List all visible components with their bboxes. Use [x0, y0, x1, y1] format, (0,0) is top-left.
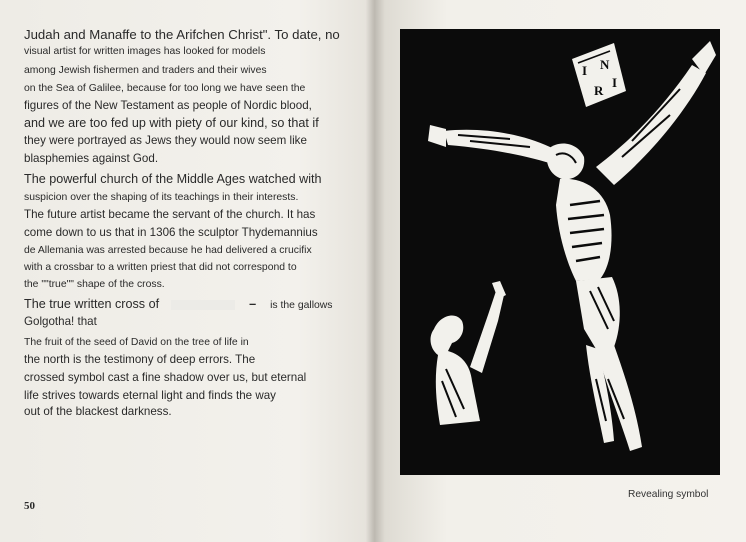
text-fragment: The true written cross of: [24, 297, 160, 311]
text-line: they were portrayed as Jews they would now seem like: [24, 134, 307, 147]
text-line: on the Sea of Galilee, because for too long we have seen the: [24, 83, 306, 94]
left-page: [0, 0, 372, 542]
page-number: 50: [24, 500, 35, 512]
illustration-caption: Revealing symbol: [628, 489, 709, 500]
inri-letter: I: [582, 63, 588, 78]
text-fragment: is the gallows: [270, 300, 333, 311]
text-line: out of the blackest darkness.: [24, 405, 172, 418]
woodcut-artwork: [400, 29, 720, 475]
text-line: The fruit of the seed of David on the tree of life in: [24, 337, 249, 348]
text-line: The powerful church of the Middle Ages watched with: [24, 172, 322, 186]
text-line: the ""true"" shape of the cross.: [24, 279, 165, 290]
text-line: The future artist became the servant of the church. It has: [24, 208, 316, 221]
text-line: and we are too fed up with piety of our kind, so that if: [24, 116, 319, 130]
text-line: come down to us that in 1306 the sculptor Thydemannius: [24, 226, 318, 239]
text-line: life strives towards eternal light and finds the way: [24, 389, 276, 402]
crucifixion-woodcut: [400, 29, 720, 475]
text-line: with a crossbar to a written priest that did not correspond to: [24, 262, 297, 273]
text-line: crossed symbol cast a fine shadow over us, but eternal: [24, 371, 307, 384]
text-line: the north is the testimony of deep errors. The: [24, 353, 256, 366]
right-page: [374, 0, 746, 542]
inri-letter: I: [612, 75, 618, 90]
text-line: visual artist for written images has looked for models: [24, 46, 266, 57]
gallows-line: [24, 297, 332, 311]
blank-space: [171, 300, 235, 310]
dash-mark: –: [249, 297, 257, 311]
text-line: among Jewish fishermen and traders and their wives: [24, 65, 267, 76]
inri-letter: N: [600, 57, 610, 72]
text-line: suspicion over the shaping of its teachings in their interests.: [24, 192, 299, 203]
text-line: blasphemies against God.: [24, 152, 159, 165]
text-line: Golgotha! that: [24, 315, 97, 328]
text-line: Judah and Manaffe to the Arifchen Christ". To date, no: [24, 27, 340, 42]
text-line: de Allemania was arrested because he had delivered a crucifix: [24, 245, 312, 256]
text-line: figures of the New Testament as people of Nordic blood,: [24, 99, 312, 112]
inri-letter: R: [594, 83, 604, 98]
